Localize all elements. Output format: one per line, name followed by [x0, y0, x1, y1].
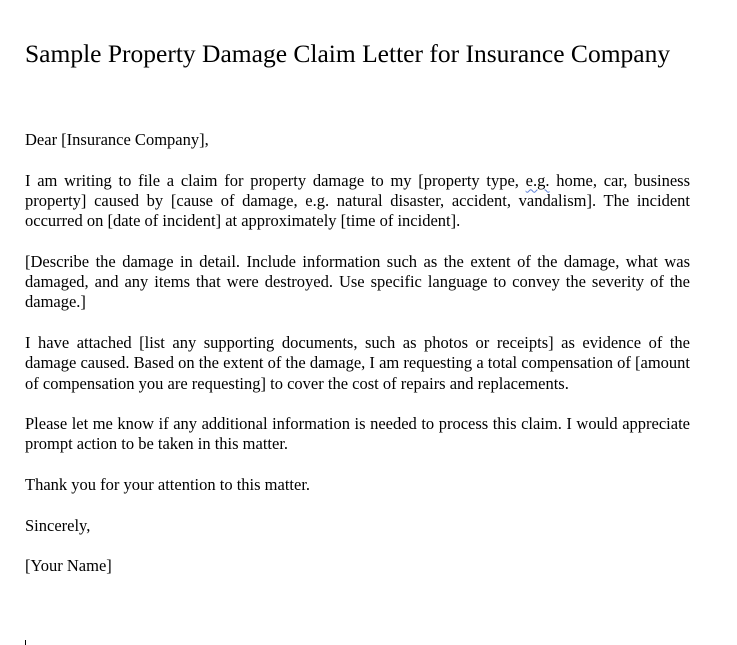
- request-paragraph: Please let me know if any additional information is needed to process this claim. I would appreciate prompt action to be taken in this matter.: [25, 414, 690, 454]
- claim-text-start: I am writing to file a claim for property damage to my [property type,: [25, 170, 526, 190]
- signature-line: [Your Name]: [25, 556, 112, 576]
- letter-body: [25, 130, 690, 597]
- closing-line: Sincerely,: [25, 515, 91, 535]
- document-title: Sample Property Damage Claim Letter for Insurance Company: [25, 39, 671, 68]
- salutation: Dear [Insurance Company],: [25, 130, 209, 149]
- text-cursor-mark: [25, 640, 26, 645]
- damage-description-paragraph: [Describe the damage in detail. Include information such as the extent of the damage, what was damaged, and any items that were destroyed. Use specific language to convey the severity of the damage.]: [25, 251, 690, 312]
- claim-text-end: home, car, business property] caused by [cause of damage, e.g. natural disaster, accident, vandalism]. The incident occurred on [date of incident] at approximately [time of incident].: [25, 170, 690, 231]
- attachments-paragraph: I have attached [list any supporting documents, such as photos or receipts] as evidence of the damage caused. Based on the extent of the damage, I am requesting a total compensation of [amount of compensation you are requesting] to cover the cost of repairs and replacements.: [25, 332, 690, 393]
- claim-paragraph: [25, 171, 690, 232]
- spellcheck-flagged-word[interactable]: e.g.: [525, 170, 550, 190]
- thanks-line: Thank you for your attention to this matter.: [25, 475, 311, 495]
